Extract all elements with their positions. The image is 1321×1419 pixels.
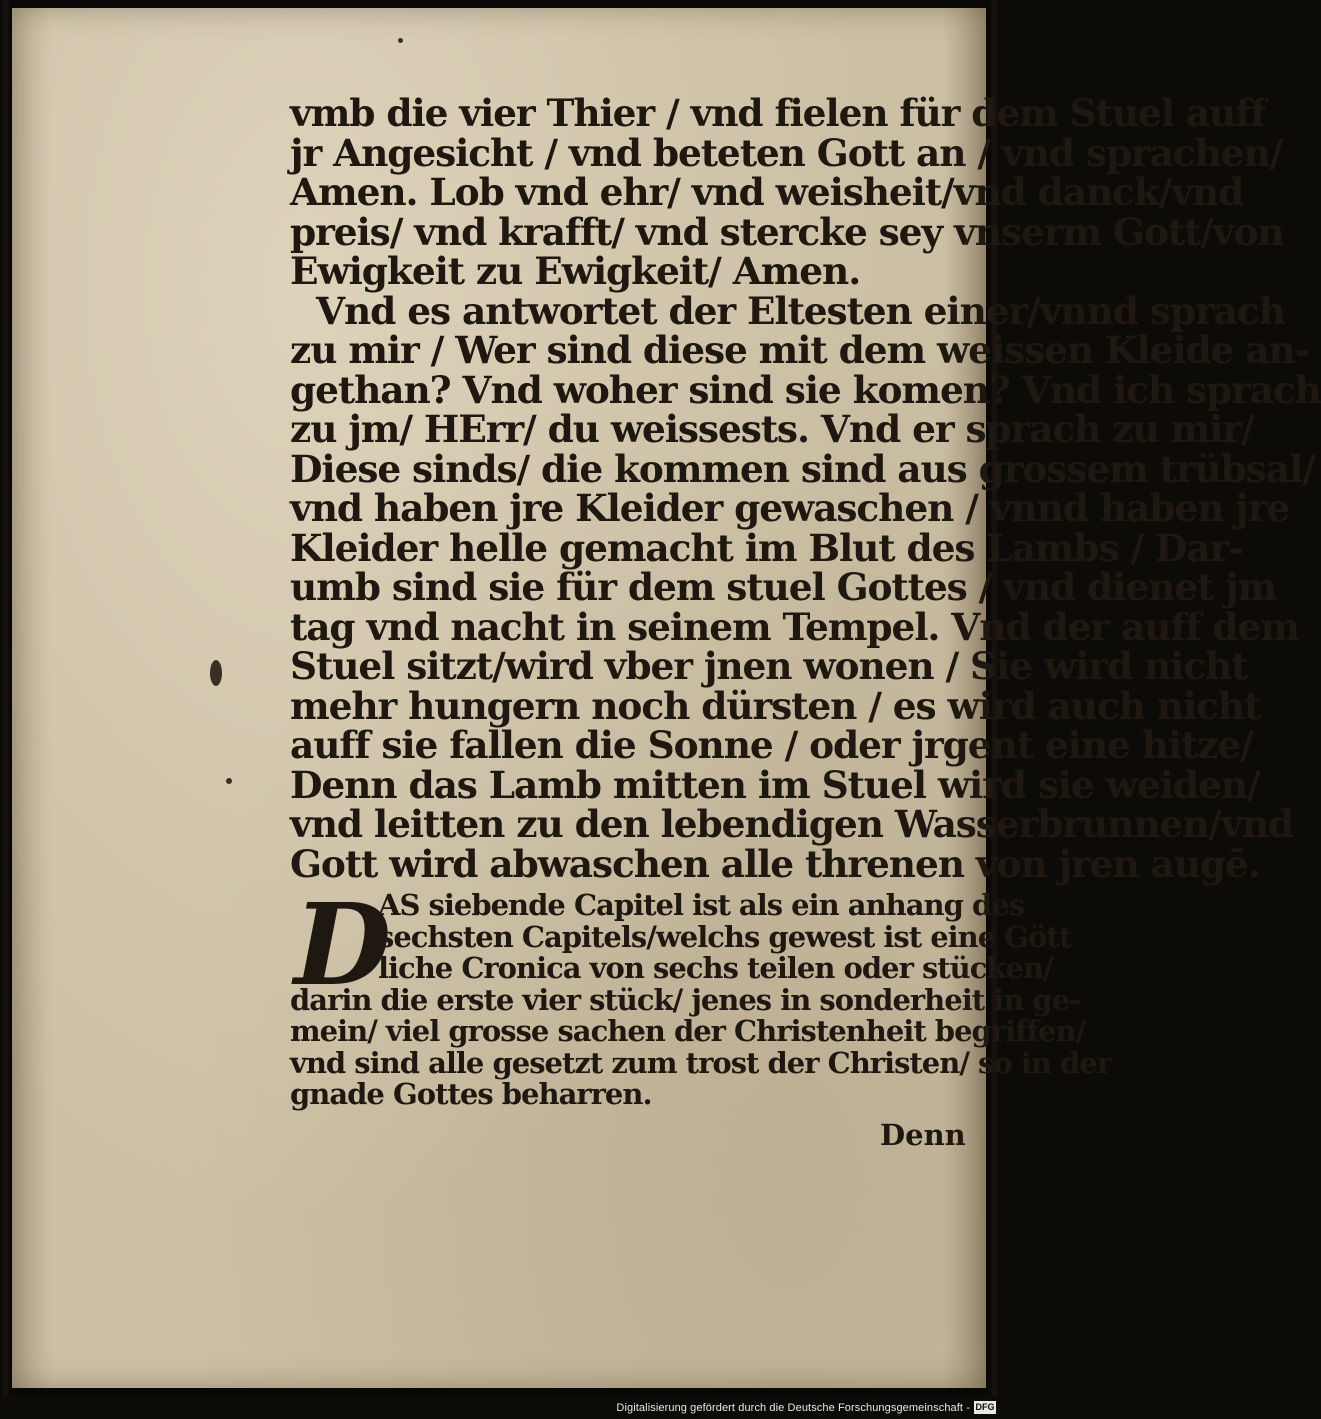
dfg-logo: DFG <box>975 1402 995 1412</box>
text-line: Kleider helle gemacht im Blut des Lambs / Dar- <box>290 525 1243 570</box>
summary-line: mein/ viel grosse sachen der Christenheit begriffen/ <box>290 1014 1086 1048</box>
text-line: Amen. Lob vnd ehr/ vnd weisheit/vnd danck/vnd <box>290 170 1244 214</box>
text-line: Gott wird abwaschen alle threnen von jren augē. <box>290 841 1260 886</box>
ink-speck <box>226 778 232 784</box>
text-line: zu mir / Wer sind diese mit dem weissen Kleide an- <box>290 328 1310 372</box>
text-line: mehr hungern noch dürsten / es wird auch nicht <box>290 683 1261 728</box>
summary-line: darin die erste vier stück/ jenes in sonderheit in ge- <box>290 982 1081 1017</box>
ink-speck <box>398 38 403 43</box>
text-line: Diese sinds/ die kommen sind aus grossem trübsal/ <box>290 446 1315 491</box>
text-line: tag vnd nacht in seinem Tempel. Vnd der auff dem <box>290 604 1299 649</box>
ink-stain <box>210 660 222 686</box>
text-line: vnd leitten zu den lebendigen Wasserbrunnen/vnd <box>290 802 1293 846</box>
catchword: Denn <box>880 1118 966 1152</box>
text-line: Vnd es antwortet der Eltesten einer/vnnd sprach <box>316 288 1285 333</box>
text-line: zu jm/ HErr/ du weissests. Vnd er sprach zu mir/ <box>290 407 1254 451</box>
summary-line: liche Cronica von sechs teilen oder stücken/ <box>378 951 1053 985</box>
text-line: vnd haben jre Kleider gewaschen / vnnd haben jre <box>290 486 1290 530</box>
text-line: jr Angesicht / vnd beteten Gott an / vnd sprachen/ <box>290 130 1283 175</box>
summary-line: gnade Gottes beharren. <box>290 1077 652 1111</box>
text-line: Denn das Lamb mitten im Stuel wird sie weiden/ <box>290 762 1260 807</box>
text-line: gethan? Vnd woher sind sie komen? Vnd ich sprach <box>290 367 1321 412</box>
main-text-block <box>290 91 1321 886</box>
funding-credit: Digitalisierung gefördert durch die Deutsche Forschungsgemeinschaft - <box>616 1402 970 1414</box>
text-line: umb sind sie für dem stuel Gottes / vnd dienet jm <box>290 565 1277 609</box>
chapter-summary <box>290 880 1111 1111</box>
summary-line: sechsten Capitels/welchs gewest ist eine Gött <box>378 919 1072 954</box>
summary-line: AS siebende Capitel ist als ein anhang des <box>378 888 1025 922</box>
text-line: auff sie fallen die Sonne / oder jrgent eine hitze/ <box>290 723 1253 767</box>
text-line: Stuel sitzt/wird vber jnen wonen / Sie wird nicht <box>290 644 1248 688</box>
decorated-initial: D <box>294 880 391 1011</box>
summary-line: vnd sind alle gesetzt zum trost der Christen/ so in der <box>290 1045 1111 1080</box>
text-line: preis/ vnd krafft/ vnd stercke sey vnserm Gott/von <box>290 209 1284 254</box>
text-line: vmb die vier Thier / vnd fielen für dem Stuel auff <box>290 91 1266 135</box>
text-line: Ewigkeit zu Ewigkeit/ Amen. <box>290 249 861 293</box>
